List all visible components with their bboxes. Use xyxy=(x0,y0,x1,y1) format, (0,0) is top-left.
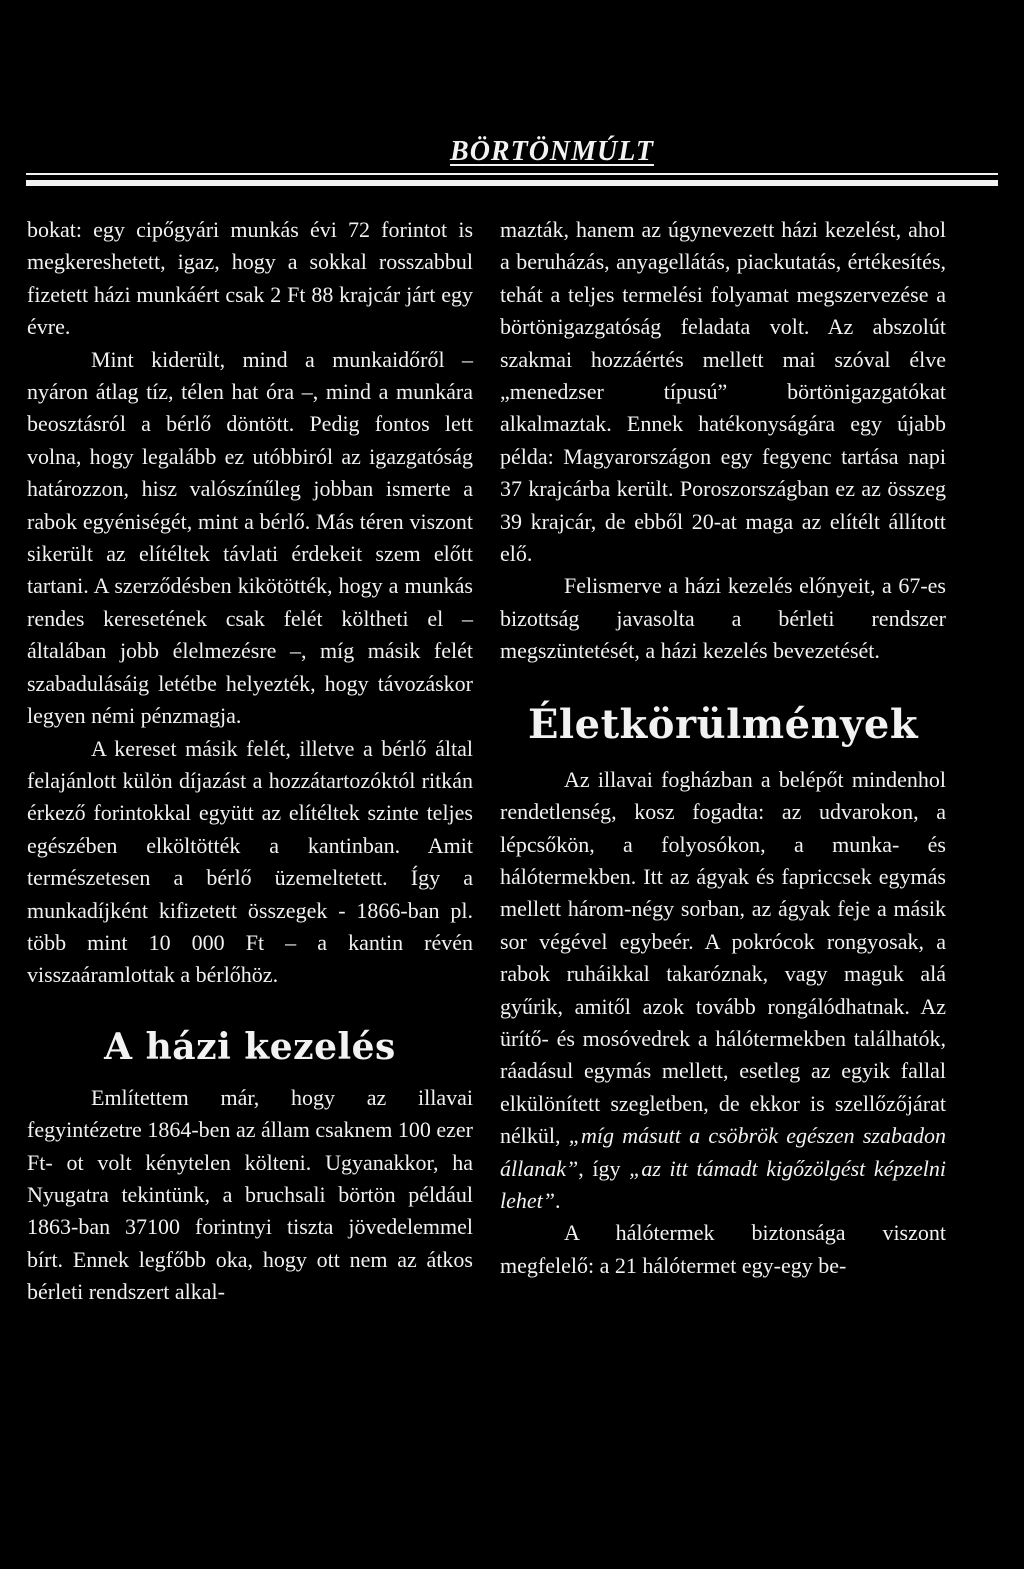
left-paragraph-3: A kereset másik felét, illetve a bérlő által felajánlott külön díjazást a hozzátartozóktól ritkán érkező forintokkal együtt az elítéltek szinte teljes egészében elköltötték a kantinban. Amit természetesen a bérlő üzemeltetett. Így a munkadíjként kifizetett összegek - 1866-ban pl. több mint 10 000 Ft – a kantin révén visszaáramlottak a bérlőhöz. xyxy=(27,735,473,988)
left-paragraph-4: Említettem már, hogy az illavai fegyintézetre 1864-ben az állam csaknem 100 ezer Ft- ot volt kénytelen költeni. Ugyanakkor, ha Nyugatra tekintünk, a bruchsali börtön például 1863-ban 37100 forintnyi tiszta jövedelemmel bírt. Ennek legfőbb oka, hogy ott nem az átkos bérleti rendszert alkal- xyxy=(27,1084,473,1305)
right-paragraph-3 xyxy=(500,764,946,1218)
right-paragraph-3-text: Az illavai fogházban a belépőt mindenhol rendetlenség, kosz fogadta: az udvarokon, a lépcsőkön, a folyosókon, a munka- és hálótermekben. Itt az ágyak és fapriccsek egymás mellett három-négy sorban, az ágyak feje a másik sor végével egybeér. A pokrócok rongyosak, a rabok ruháikkal takaróznak, vagy maguk alá gyűrik, amitől azok tovább rongálódhatnak. Az ürítő- és mosóvedrek a hálótermekben találhatók, ráadásul egymás mellett, esetleg az egyik fallal elkülönített szegletben, de ekkor is szellőzőjárat nélkül, xyxy=(500,766,946,1149)
section-heading-hazi-kezeles: A házi kezelés xyxy=(104,1025,396,1068)
right-paragraph-2: Felismerve a házi kezelés előnyeit, a 67-es bizottság javasolta a bérleti rendszer megszüntetését, a házi kezelés bevezetését. xyxy=(500,573,946,664)
quote-csobrok: „míg másutt a csöbrök egészen szabadon állanak” xyxy=(500,1123,946,1181)
right-paragraph-3-mid: , így xyxy=(578,1155,621,1181)
quote-kigozolges: „az itt támadt kigőzölgést képzelni lehet” xyxy=(500,1155,946,1213)
header-rule-thin xyxy=(26,173,998,175)
header-rule-thick xyxy=(26,180,998,186)
left-column xyxy=(27,214,473,1309)
right-paragraph-3-end: . xyxy=(555,1187,561,1213)
right-paragraph-4: A hálótermek biztonsága viszont megfelelő: a 21 hálótermet egy-egy be- xyxy=(500,1220,946,1278)
section-heading-eletkorulmenyek: Életkörülmények xyxy=(527,700,919,748)
left-paragraph-2: Mint kiderült, mind a munkaidőről – nyáron átlag tíz, télen hat óra –, mind a munkára beosztásról a bérlő döntött. Pedig fontos lett volna, hogy legalább ez utóbbiról az igazgatóság határozzon, hisz valószínűleg jobban ismerte a rabok egyéniségét, mint a bérlő. Más téren viszont sikerült az elítéltek távlati érdekeit szem előtt tartani. A szerződésben kikötötték, hogy a munkás rendes keresetének csak felét költheti el – általában jobb élelmezésre –, míg másik felét szabadulásáig letétbe helyezték, hogy távozáskor legyen némi pénzmagja. xyxy=(27,346,473,729)
right-paragraph-1: mazták, hanem az úgynevezett házi kezelést, ahol a beruházás, anyagellátás, piackutatás, értékesítés, tehát a teljes termelési folyamat megszervezése a börtönigazgatóság feladata volt. Az abszolút szakmai hozzáértés mellett mai szóval élve „menedzser típusú” börtönigazgatókat alkalmaztak. Ennek hatékonyságára egy újabb példa: Magyarországon egy fegyenc tartása napi 37 krajcárba került. Poroszországban ez az összeg 39 krajcár, de ebből 20-at maga az elítélt állított elő. xyxy=(500,217,946,567)
page-header-title: BÖRTÖNMÚLT xyxy=(450,136,654,167)
right-column xyxy=(500,214,946,1282)
left-paragraph-1: bokat: egy cipőgyári munkás évi 72 forintot is megkereshetett, igaz, hogy a sokkal rosszabbul fizetett házi munkáért csak 2 Ft 88 krajcár járt egy évre. xyxy=(27,217,473,340)
